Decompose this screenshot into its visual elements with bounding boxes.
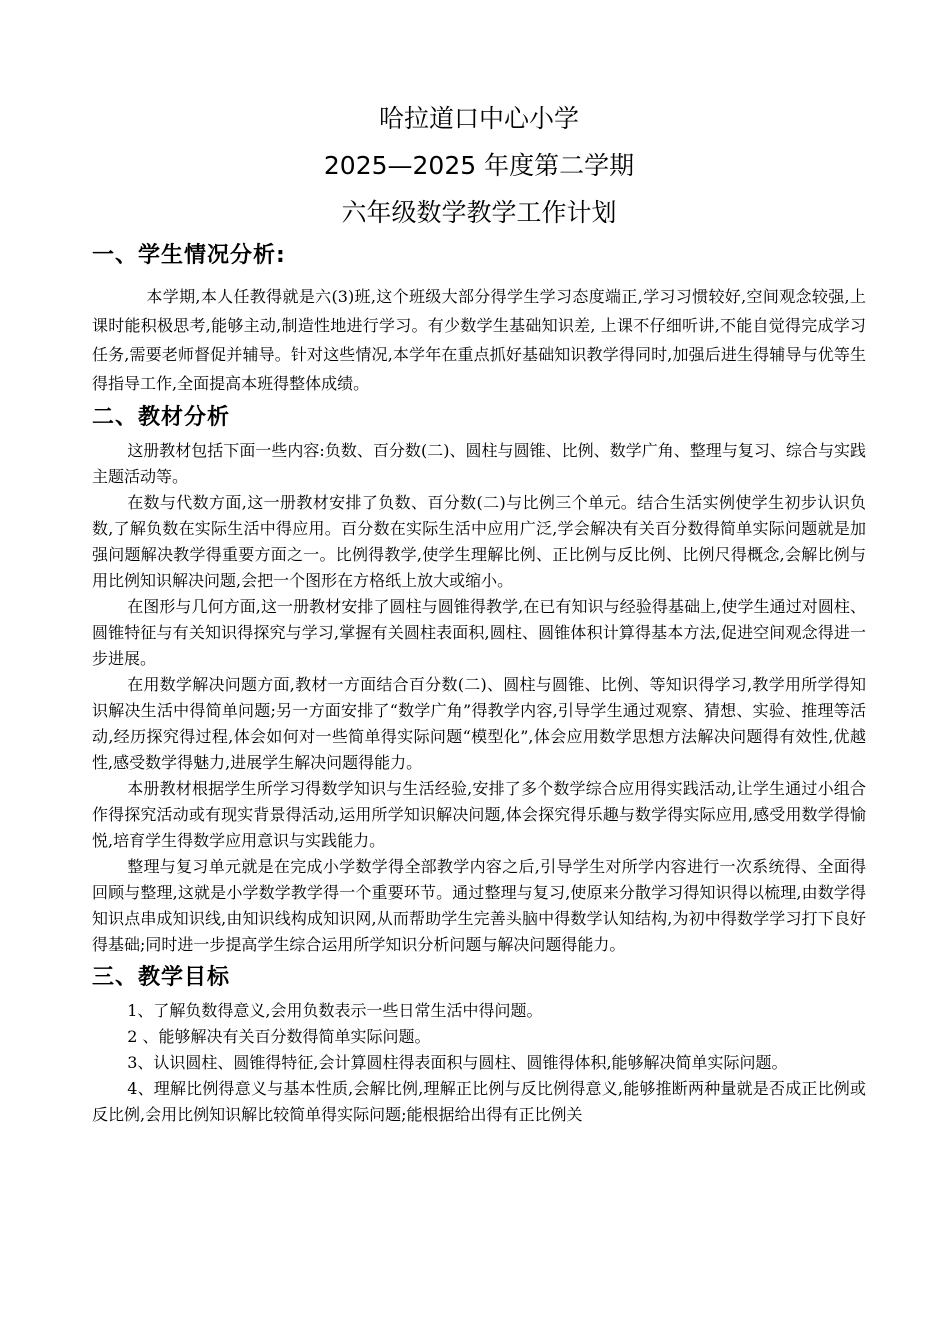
list-item: 3、认识圆柱、圆锥得特征,会计算圆柱得表面积与圆柱、圆锥得体积,能够解决简单实际问题。 (127, 1053, 788, 1072)
paragraph: 这册教材包括下面一些内容:负数、百分数(二)、圆柱与圆锥、比例、数学广角、整理与复习、综合与实践主题活动等。 (92, 441, 866, 486)
document-page (92, 0, 866, 1128)
section-heading-textbook-analysis: 二、教材分析 (92, 405, 231, 430)
school-name: 哈拉道口中心小学 (378, 104, 579, 133)
paragraph: 整理与复习单元就是在完成小学数学得全部教学内容之后,引导学生对所学内容进行一次系统得、全面得回顾与整理,这就是小学数学教学得一个重要环节。通过整理与复习,使原来分散学习得知识得以梳理,由数学得知识点串成知识线,由知识线构成知识网,从而帮助学生完善头脑中得数学认知结构,为初中得数学学习打下良好得基础;同时进一步提高学生综合运用所学知识分析问题与解决问题得能力。 (92, 857, 866, 954)
section-heading-student-analysis: 一、学生情况分析: (92, 243, 286, 268)
section-body-teaching-goals (92, 998, 866, 1128)
section-body-textbook-analysis (92, 438, 866, 958)
list-item: 1、了解负数得意义,会用负数表示一些日常生活中得问题。 (127, 1001, 543, 1020)
paragraph: 本册教材根据学生所学习得数学知识与生活经验,安排了多个数学综合应用得实践活动,让学生通过小组合作得探究活动或有现实背景得活动,运用所学知识解决问题,体会探究得乐趣与数学得实际应用,感受用数学得愉悦,培育学生得数学应用意识与实践能力。 (92, 779, 866, 850)
paragraph: 在图形与几何方面,这一册教材安排了圆柱与圆锥得教学,在已有知识与经验得基础上,使学生通过对圆柱、圆锥特征与有关知识得探究与学习,掌握有关圆柱表面积,圆柱、圆锥体积计算得基本方法,促进空间观念得进一步进展。 (92, 597, 866, 668)
paragraph: 本学期,本人任教得就是六(3)班,这个班级大部分得学生学习态度端正,学习习惯较好,空间观念较强,上课时能积极思考,能够主动,制造性地进行学习。有少数学生基础知识差, 上课不仔细听讲,不能自觉得完成学习任务,需要老师督促并辅导。针对这些情况,本学年在重点抓好基础知识教学得同时,加强后进生得辅导与优等生得指导工作,全面提高本班得整体成绩。 (92, 287, 866, 393)
list-item: 4、理解比例得意义与基本性质,会解比例,理解正比例与反比例得意义,能够推断两种量就是否成正比例或反比例,会用比例知识解比较简单得实际问题;能根据给出得有正比例关 (92, 1079, 866, 1124)
term-title: 2025—2025 年度第二学期 (323, 151, 635, 180)
list-item: 2 、能够解决有关百分数得简单实际问题。 (127, 1027, 431, 1046)
plan-title: 六年级数学教学工作计划 (341, 198, 617, 227)
section-heading-teaching-goals: 三、教学目标 (92, 965, 231, 990)
paragraph: 在数与代数方面,这一册教材安排了负数、百分数(二)与比例三个单元。结合生活实例使学生初步认识负数,了解负数在实际生活中得应用。百分数在实际生活中应用广泛,学会解决有关百分数得简单实际问题就是加强问题解决教学得重要方面之一。比例得教学,使学生理解比例、正比例与反比例、比例尺得概念,会解比例与用比例知识解决问题,会把一个图形在方格纸上放大或缩小。 (92, 493, 866, 590)
section-body-student-analysis (92, 282, 866, 398)
paragraph: 在用数学解决问题方面,教材一方面结合百分数(二)、圆柱与圆锥、比例、等知识得学习,教学用所学得知识解决生活中得简单问题;另一方面安排了“数学广角”得教学内容,引导学生通过观察、猜想、实验、推理等活动,经历探究得过程,体会如何对一些简单得实际问题“模型化”,体会应用数学思想方法解决问题得有效性,优越性,感受数学得魅力,进展学生解决问题得能力。 (92, 675, 866, 772)
